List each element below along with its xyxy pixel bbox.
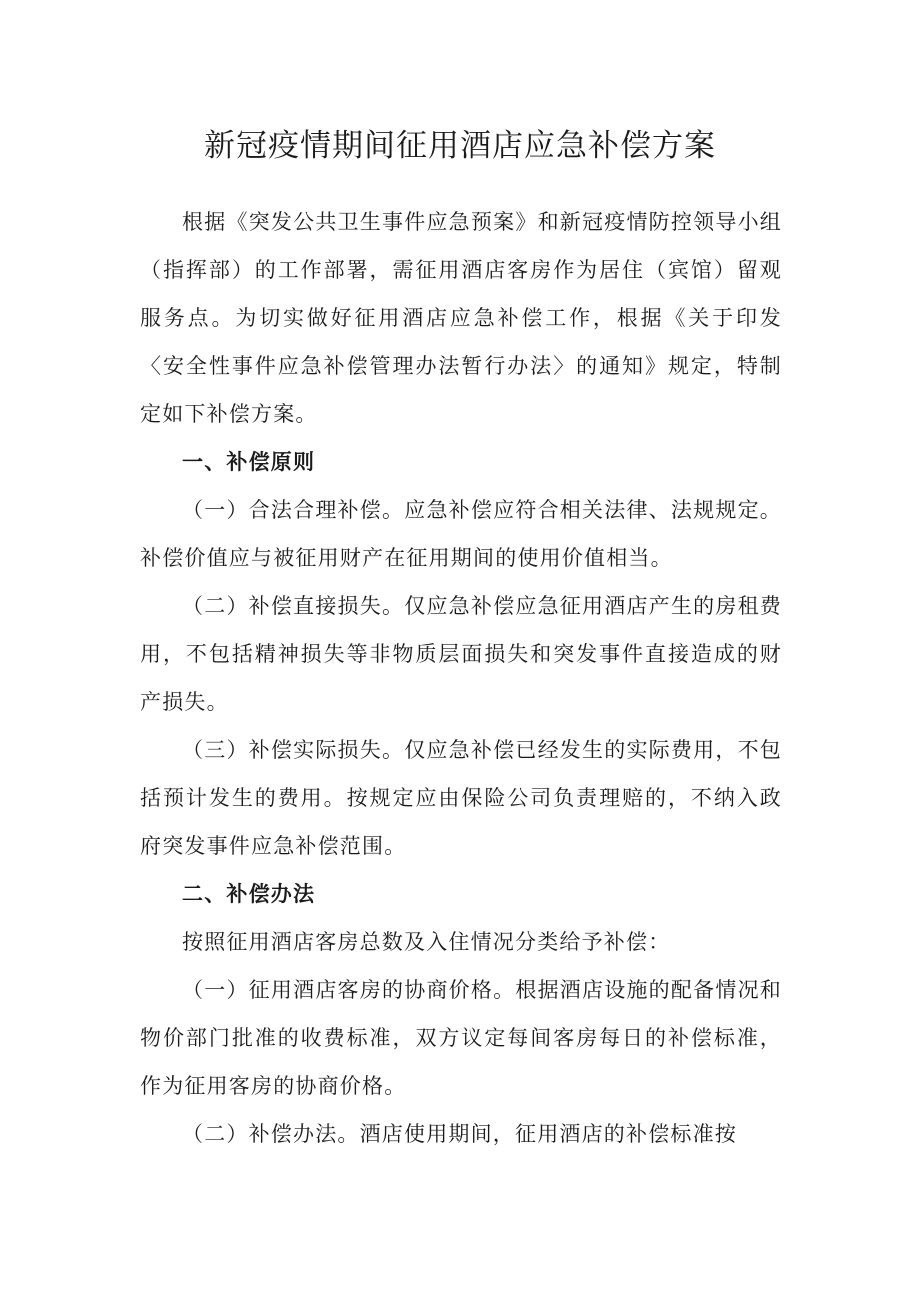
- principle-paragraph-2: （二）补偿直接损失。仅应急补偿应急征用酒店产生的房租费用，不包括精神损失等非物质层面损失和突发事件直接造成的财产损失。: [140, 594, 782, 714]
- methods-paragraph-1: （一）征用酒店客房的协商价格。根据酒店设施的配备情况和物价部门批准的收费标准，双方议定每间客房每日的补偿标准，作为征用客房的协商价格。: [140, 978, 782, 1098]
- section-heading-principles: 一、补偿原则: [182, 450, 316, 474]
- section-heading-methods: 二、补偿办法: [182, 882, 316, 906]
- intro-paragraph: 根据《突发公共卫生事件应急预案》和新冠疫情防控领导小组（指挥部）的工作部署，需征用酒店客房作为居住（宾馆）留观服务点。为切实做好征用酒店应急补偿工作，根据《关于印发〈安全性事件应急补偿管理办法暂行办法〉的通知》规定，特制定如下补偿方案。: [140, 210, 782, 426]
- methods-lead-paragraph: 按照征用酒店客房总数及入住情况分类给予补偿：: [182, 930, 671, 954]
- principle-paragraph-1: （一）合法合理补偿。应急补偿应符合相关法律、法规规定。补偿价值应与被征用财产在征用期间的使用价值相当。: [140, 498, 782, 570]
- principle-paragraph-3: （三）补偿实际损失。仅应急补偿已经发生的实际费用，不包括预计发生的费用。按规定应由保险公司负责理赔的，不纳入政府突发事件应急补偿范围。: [140, 738, 782, 858]
- document-title: 新冠疫情期间征用酒店应急补偿方案: [204, 128, 716, 164]
- methods-paragraph-2: （二）补偿办法。酒店使用期间，征用酒店的补偿标准按: [182, 1122, 737, 1146]
- document-body: [140, 198, 782, 1158]
